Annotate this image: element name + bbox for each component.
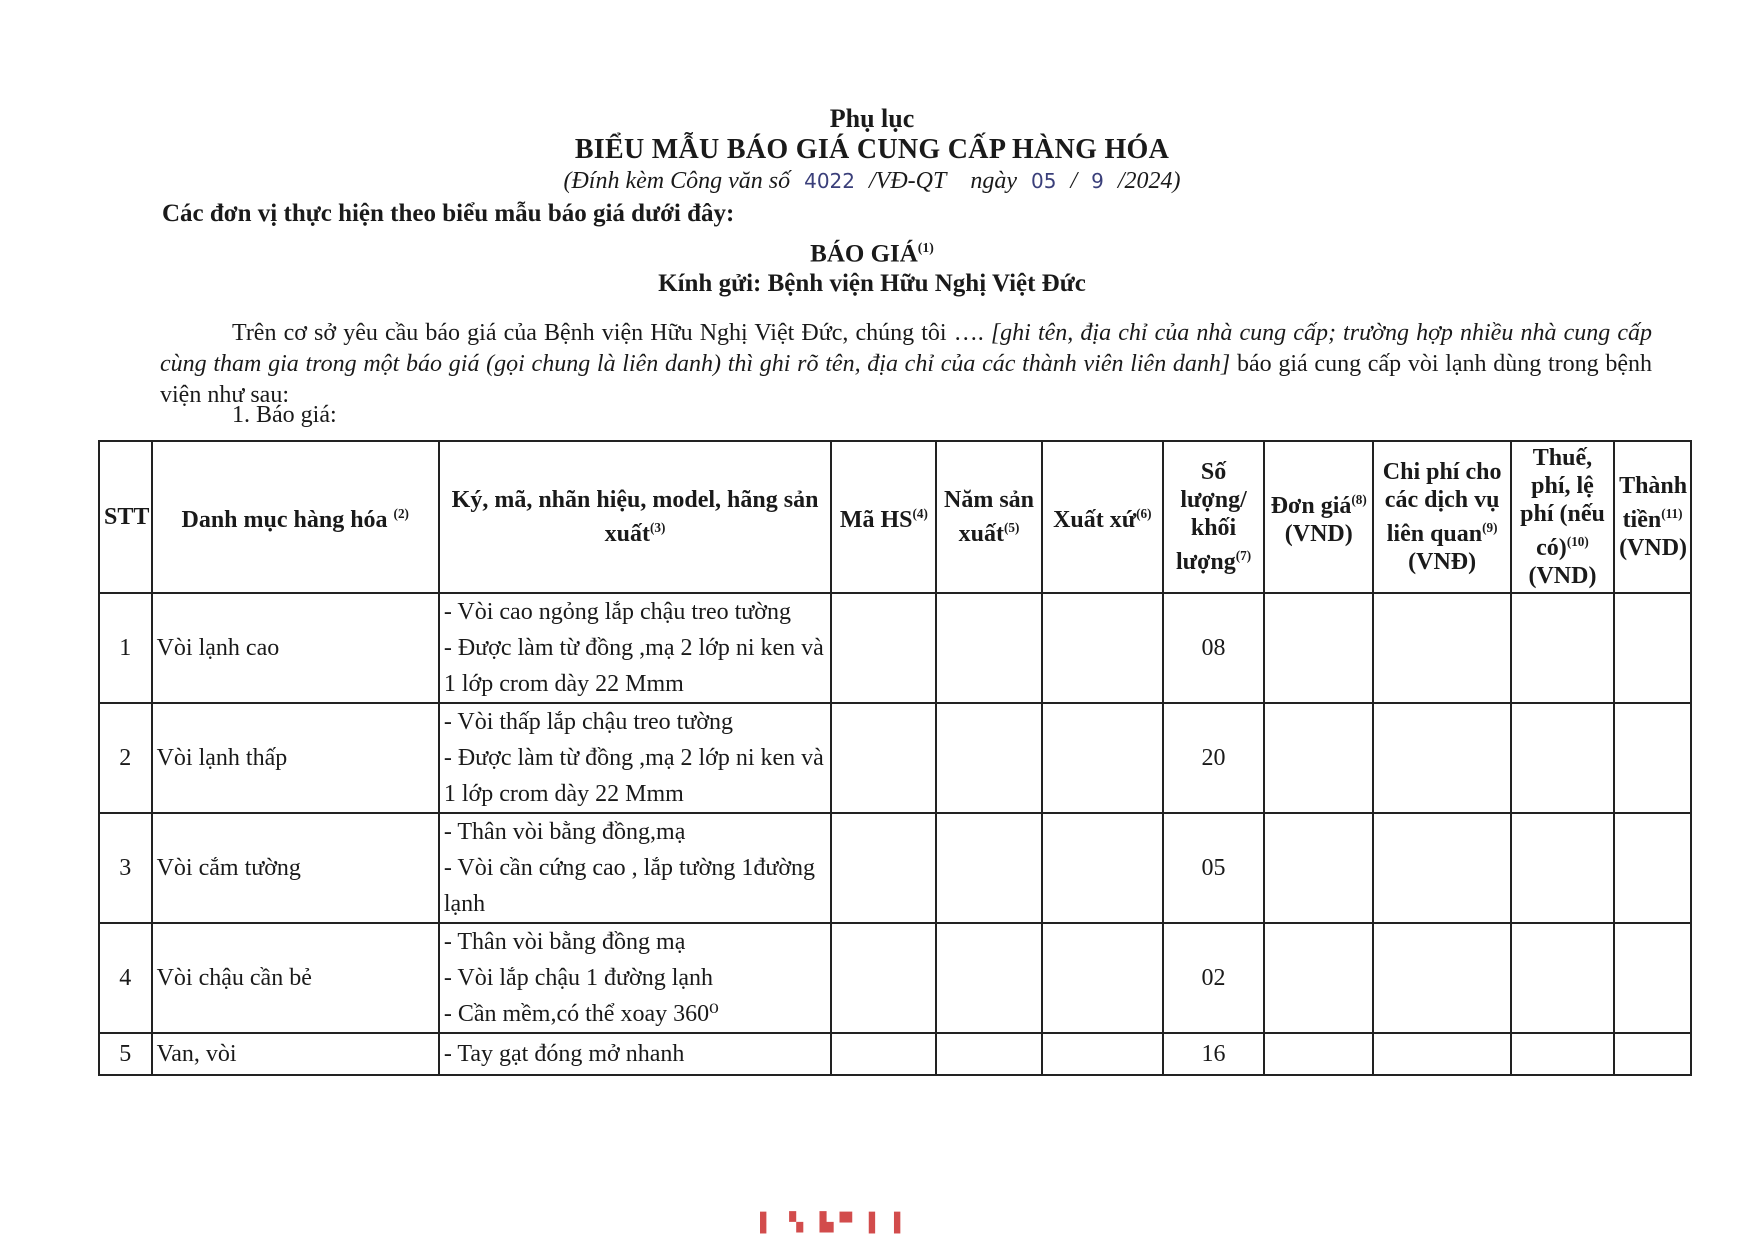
section-heading: 1. Báo giá: xyxy=(232,402,337,428)
row-hs-code xyxy=(831,923,936,1033)
row-service-cost xyxy=(1373,593,1511,703)
attach-prefix: (Đính kèm Công văn số xyxy=(563,168,791,194)
row-year xyxy=(936,813,1041,923)
table-row xyxy=(99,1033,1691,1075)
row-stt: 2 xyxy=(99,703,152,813)
row-total xyxy=(1614,593,1691,703)
header-total: Thành tiền$^{(11)}$ (VND) xyxy=(1614,441,1691,593)
row-stt: 5 xyxy=(99,1033,152,1075)
header-unit-price: Đơn giá$^{(8)}$ (VND) xyxy=(1264,441,1373,593)
header-stt: STT xyxy=(99,441,152,593)
intro-end: báo giá cung cấp vòi lạnh dùng trong bệnh viện như sau: xyxy=(160,351,1653,408)
row-quantity: 16 xyxy=(1163,1033,1264,1075)
recipient-line: Kính gửi: Bệnh viện Hữu Nghị Việt Đức xyxy=(658,270,1086,297)
document-number: 4022 xyxy=(804,169,855,193)
row-item-name: Vòi lạnh cao xyxy=(152,593,439,703)
date-separator: / xyxy=(1070,168,1078,194)
row-item-name: Vòi lạnh thấp xyxy=(152,703,439,813)
row-origin xyxy=(1042,593,1163,703)
row-origin xyxy=(1042,703,1163,813)
row-year xyxy=(936,1033,1041,1075)
row-unit-price xyxy=(1264,703,1373,813)
row-origin xyxy=(1042,923,1163,1033)
appendix-label: Phụ lục xyxy=(829,104,915,133)
row-service-cost xyxy=(1373,813,1511,923)
row-spec: - Vòi thấp lắp chậu treo tường - Được làm từ đồng ,mạ 2 lớp ni ken và 1 lớp crom dày 22 Mmm xyxy=(439,703,831,813)
row-spec: - Vòi cao ngỏng lắp chậu treo tường - Được làm từ đồng ,mạ 2 lớp ni ken và 1 lớp crom dày 22 Mmm xyxy=(439,593,831,703)
row-hs-code xyxy=(831,593,936,703)
row-tax xyxy=(1511,593,1614,703)
quote-title-note: (1) xyxy=(917,240,934,255)
form-title: BIỂU MẪU BÁO GIÁ CUNG CẤP HÀNG HÓA xyxy=(574,134,1170,165)
table-header-row xyxy=(99,441,1691,593)
row-total xyxy=(1614,1033,1691,1075)
row-hs-code xyxy=(831,703,936,813)
document-code: /VĐ-QT xyxy=(869,168,947,194)
row-stt: 1 xyxy=(99,593,152,703)
header-service-cost: Chi phí cho các dịch vụ liên quan$^{(9)}$ (VNĐ) xyxy=(1373,441,1511,593)
row-stt: 4 xyxy=(99,923,152,1033)
header-tax: Thuế, phí, lệ phí (nếu có)$^{(10)}$ (VND) xyxy=(1511,441,1614,593)
stamp-mark: ▌ ▚ ▙▀ ▌▐ xyxy=(760,1212,907,1232)
row-service-cost xyxy=(1373,1033,1511,1075)
row-unit-price xyxy=(1264,1033,1373,1075)
table-row xyxy=(99,593,1691,703)
row-hs-code xyxy=(831,1033,936,1075)
intro-plain: Trên cơ sở yêu cầu báo giá của Bệnh viện Hữu Nghị Việt Đức, chúng tôi …. xyxy=(232,320,984,346)
table-row xyxy=(99,813,1691,923)
row-tax xyxy=(1511,1033,1614,1075)
intro-italic: [ghi tên, địa chỉ của nhà cung cấp; trường hợp nhiều nhà cung cấp cùng tham gia trong một báo giá (gọi chung là liên danh) thì ghi rõ tên, địa chỉ của các thành viên liên danh] xyxy=(160,320,1652,377)
row-quantity: 20 xyxy=(1163,703,1264,813)
date-year: /2024) xyxy=(1117,168,1181,194)
row-year xyxy=(936,703,1041,813)
quote-title-text: BÁO GIÁ xyxy=(810,240,918,268)
date-day: 05 xyxy=(1031,169,1057,193)
row-item-name: Vòi cắm tường xyxy=(152,813,439,923)
header-goods: Danh mục hàng hóa $^{(2)}$ xyxy=(152,441,439,593)
row-year xyxy=(936,923,1041,1033)
row-total xyxy=(1614,923,1691,1033)
row-quantity: 02 xyxy=(1163,923,1264,1033)
row-year xyxy=(936,593,1041,703)
row-total xyxy=(1614,813,1691,923)
row-origin xyxy=(1042,813,1163,923)
quote-title xyxy=(0,240,1744,268)
header-origin: Xuất xứ$^{(6)}$ xyxy=(1042,441,1163,593)
table-row xyxy=(99,703,1691,813)
table-row xyxy=(99,923,1691,1033)
row-quantity: 05 xyxy=(1163,813,1264,923)
row-item-name: Van, vòi xyxy=(152,1033,439,1075)
row-unit-price xyxy=(1264,923,1373,1033)
row-unit-price xyxy=(1264,593,1373,703)
header-quantity: Số lượng/ khối lượng$^{(7)}$ xyxy=(1163,441,1264,593)
attachment-reference xyxy=(0,168,1744,195)
row-tax xyxy=(1511,703,1614,813)
row-spec: - Thân vòi bằng đồng,mạ - Vòi cần cứng cao , lắp tường 1đường lạnh xyxy=(439,813,831,923)
intro-paragraph xyxy=(160,318,1652,411)
row-origin xyxy=(1042,1033,1163,1075)
row-total xyxy=(1614,703,1691,813)
row-quantity: 08 xyxy=(1163,593,1264,703)
row-tax xyxy=(1511,923,1614,1033)
header-brand-model: Ký, mã, nhãn hiệu, model, hãng sản xuất$^{(3)}$ xyxy=(439,441,831,593)
row-unit-price xyxy=(1264,813,1373,923)
quote-table xyxy=(98,440,1692,1076)
header-year: Năm sản xuất$^{(5)}$ xyxy=(936,441,1041,593)
date-label: ngày xyxy=(970,168,1017,194)
row-stt: 3 xyxy=(99,813,152,923)
header-hs-code: Mã HS$^{(4)}$ xyxy=(831,441,936,593)
row-service-cost xyxy=(1373,703,1511,813)
instruction-text: Các đơn vị thực hiện theo biểu mẫu báo giá dưới đây: xyxy=(162,200,735,227)
row-item-name: Vòi chậu cần bẻ xyxy=(152,923,439,1033)
row-hs-code xyxy=(831,813,936,923)
date-month: 9 xyxy=(1091,169,1104,193)
row-spec: - Tay gạt đóng mở nhanh xyxy=(439,1033,831,1075)
row-spec: - Thân vòi bằng đồng mạ - Vòi lắp chậu 1 đường lạnh - Cần mềm,có thể xoay 360⁰ xyxy=(439,923,831,1033)
row-tax xyxy=(1511,813,1614,923)
row-service-cost xyxy=(1373,923,1511,1033)
